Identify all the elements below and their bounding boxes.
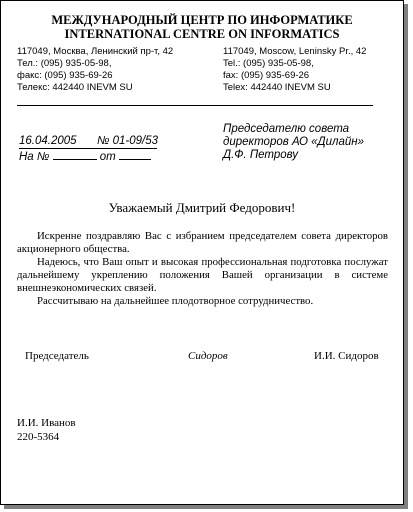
address-en-line: 117049, Moscow, Leninsky Pr., 42: [223, 46, 367, 57]
address-ru-line: 117049, Москва, Ленинский пр-т, 42: [17, 46, 174, 57]
addressee-line: Д.Ф. Петрову: [223, 149, 299, 161]
org-name-ru: МЕЖДУНАРОДНЫЙ ЦЕНТР ПО ИНФОРМАТИКЕ: [51, 13, 353, 27]
address-en-line: Telex: 442440 INEVM SU: [223, 82, 331, 93]
executor-name: И.И. Иванов: [17, 417, 76, 429]
addressee-line: Председателю совета: [223, 123, 350, 135]
address-en: [223, 46, 366, 94]
signatory-position: Председатель: [25, 350, 89, 362]
body-paragraph: Искренне поздравляю Вас с избранием председателем совета директоров акционерного общества.: [17, 230, 388, 255]
addressee-block: [223, 123, 364, 162]
address-en-line: fax: (095) 935-69-26: [223, 70, 310, 81]
reference-line-2: [19, 149, 151, 164]
in-reply-label: На №: [19, 151, 50, 163]
salutation: Уважаемый Дмитрий Федорович!: [108, 200, 296, 215]
signatory-name: И.И. Сидоров: [314, 350, 379, 362]
address-ru-line: Телекс: 442440 INEVM SU: [17, 82, 133, 93]
body-paragraph: Рассчитываю на дальнейшее плодотворное сотрудничество.: [37, 295, 314, 307]
address-ru: [17, 46, 173, 94]
in-reply-number-blank: [53, 149, 97, 160]
body-paragraph: Надеюсь, что Ваш опыт и высокая профессиональная подготовка послужат дальнейшему укреплению положения Вашей организации в системе внешнеэкономических связей.: [17, 256, 388, 294]
address-ru-line: факс: (095) 935-69-26: [17, 70, 113, 81]
executor-phone: 220-5364: [17, 431, 60, 443]
org-name-en: INTERNATIONAL CENTRE ON INFORMATICS: [64, 27, 340, 41]
address-ru-line: Тел.: (095) 935-05-98,: [17, 58, 112, 69]
addressee-line: директоров АО «Дилайн»: [223, 136, 364, 148]
letter-number: 01-09/53: [112, 135, 159, 147]
letter-body: [17, 230, 388, 308]
in-reply-date-blank: [119, 149, 151, 160]
letter-number-label: №: [96, 135, 110, 147]
in-reply-from-label: от: [99, 151, 116, 163]
signature: Сидоров: [188, 350, 228, 362]
reference-line-1: [19, 135, 158, 148]
address-en-line: Tel.: (095) 935-05-98,: [223, 58, 314, 69]
header-divider: [17, 105, 373, 106]
letter-date: 16.04.2005: [19, 135, 77, 147]
